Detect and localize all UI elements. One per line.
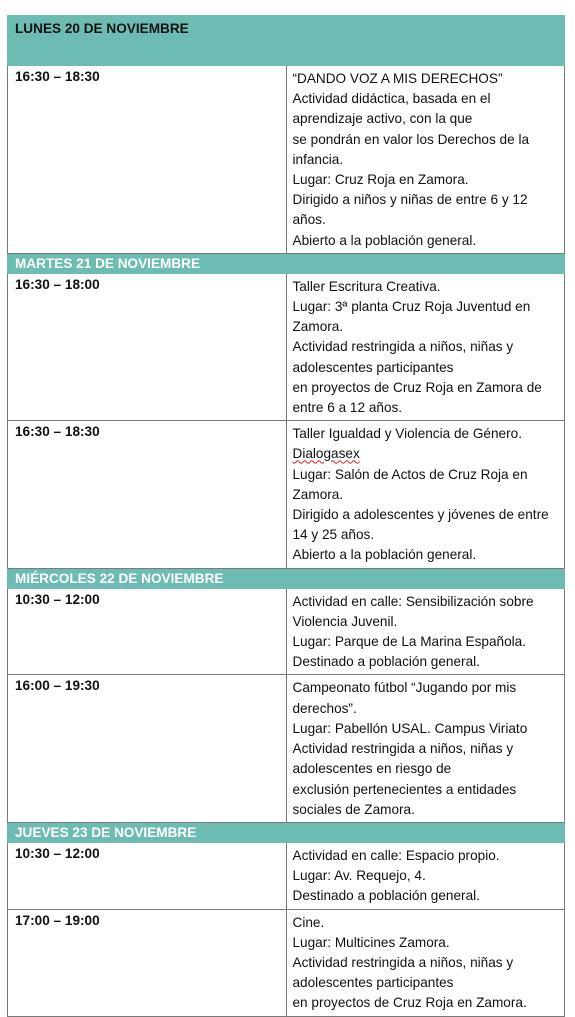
event-row	[8, 273, 565, 420]
event-line: Lugar: Multicines Zamora.	[292, 934, 450, 950]
event-row	[8, 421, 565, 568]
event-row	[8, 66, 565, 254]
event-row	[8, 588, 565, 675]
event-line: Lugar: 3ª planta Cruz Roja Juventud en Zamora.	[292, 299, 531, 335]
event-time: 16:30 – 18:30	[8, 66, 287, 254]
event-line: Dirigido a niños y niñas de entre 6 y 12 años.	[292, 192, 528, 228]
event-line: Lugar: Pabellón USAL. Campus Viriato	[292, 720, 528, 736]
event-details	[286, 421, 565, 568]
event-line: en proyectos de Cruz Roja en Zamora.	[292, 995, 527, 1011]
event-title-text: Taller Igualdad y Violencia de Género.	[292, 426, 522, 442]
event-title: Cine.	[292, 914, 325, 930]
event-line: Actividad restringida a niños, niñas y adolescentes participantes	[292, 339, 514, 375]
event-time: 16:30 – 18:30	[8, 421, 287, 568]
event-row	[8, 909, 565, 1016]
event-details	[286, 675, 565, 822]
day-header-martes	[8, 253, 565, 273]
event-details	[286, 273, 565, 420]
event-line: Dirigido a adolescentes y jóvenes de entre 14 y 25 años.	[292, 507, 549, 543]
event-row	[8, 842, 565, 909]
event-time: 16:00 – 19:30	[8, 675, 287, 822]
event-details	[286, 588, 565, 675]
event-time: 17:00 – 19:00	[8, 909, 287, 1016]
day-heading: LUNES 20 DE NOVIEMBRE	[15, 21, 189, 36]
event-title	[293, 424, 561, 464]
event-title: Taller Escritura Creativa.	[292, 278, 441, 294]
event-line: Lugar: Av. Requejo, 4.	[292, 868, 426, 884]
day-header-jueves	[8, 822, 565, 842]
day-heading: MIÉRCOLES 22 DE NOVIEMBRE	[8, 568, 565, 588]
event-details	[286, 909, 565, 1016]
event-title: “DANDO VOZ A MIS DERECHOS”	[292, 71, 503, 86]
event-title: Campeonato fútbol “Jugando por mis derechos”.	[292, 680, 517, 716]
event-title: Actividad en calle: Sensibilización sobre Violencia Juvenil.	[292, 593, 534, 629]
day-heading: MARTES 21 DE NOVIEMBRE	[8, 253, 565, 273]
event-line: Destinado a población general.	[292, 888, 480, 904]
event-line: Lugar: Parque de La Marina Española.	[292, 634, 527, 650]
event-details	[286, 842, 565, 909]
event-line: Abierto a la población general.	[292, 232, 477, 248]
event-line: en proyectos de Cruz Roja en Zamora de entre 6 a 12 años.	[292, 379, 542, 416]
event-line: Destinado a población general.	[292, 654, 480, 670]
event-line: Actividad restringida a niños, niñas y adolescentes en riesgo de	[292, 741, 514, 777]
event-title: Actividad en calle: Espacio propio.	[292, 847, 500, 863]
event-row	[8, 675, 565, 822]
event-time: 10:30 – 12:00	[8, 842, 287, 909]
day-heading: JUEVES 23 DE NOVIEMBRE	[8, 822, 565, 842]
event-line: exclusión pertenecientes a entidades sociales de Zamora.	[292, 781, 517, 817]
event-time: 16:30 – 18:00	[8, 273, 287, 420]
event-line: Abierto a la población general.	[292, 547, 477, 563]
event-line: Actividad restringida a niños, niñas y adolescentes participantes	[292, 954, 514, 991]
spellcheck-marked-word: Dialogasex	[292, 446, 360, 462]
event-line: se pondrán en valor los Derechos de la infancia.	[292, 131, 530, 167]
day-header-lunes	[8, 16, 565, 66]
event-line: Lugar: Cruz Roja en Zamora.	[292, 172, 469, 188]
event-details	[286, 66, 565, 254]
event-time: 10:30 – 12:00	[8, 588, 287, 675]
schedule-table	[7, 15, 565, 1017]
event-line: Lugar: Salón de Actos de Cruz Roja en Zamora.	[292, 466, 528, 502]
event-line: Actividad didáctica, basada en el aprendizaje activo, con la que	[292, 91, 491, 127]
day-header-miercoles	[8, 568, 565, 588]
